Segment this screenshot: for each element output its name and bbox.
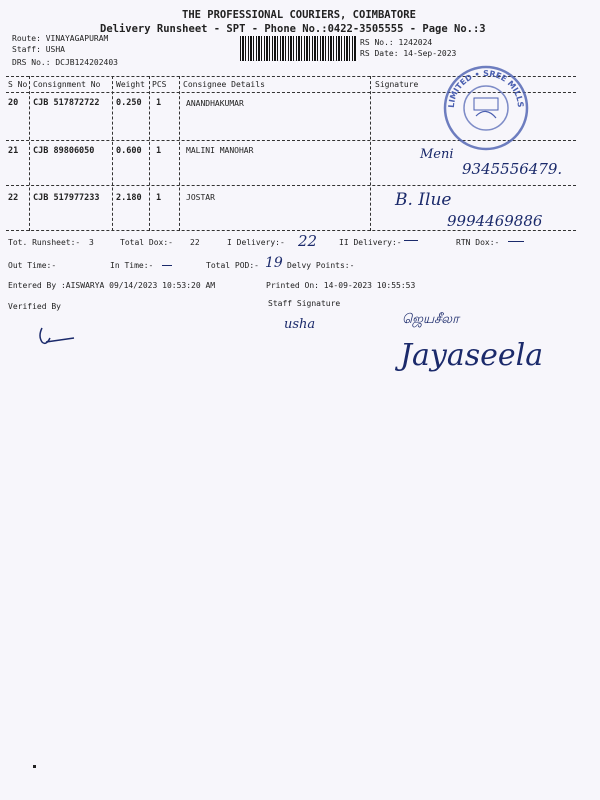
table-row-weight: 2.180 xyxy=(116,193,142,203)
col-consignee: Consignee Details xyxy=(183,80,265,89)
table-row-consignment: CJB 517872722 xyxy=(33,98,100,108)
table-row-weight: 0.600 xyxy=(116,146,142,156)
svg-text:LIMITED • SREE MILLS xyxy=(447,69,525,108)
total-dox-value: 22 xyxy=(190,238,200,247)
col-signature: Signature xyxy=(375,80,419,89)
delivery-points-label: Delvy Points:- xyxy=(287,261,355,270)
staff-signature-label: Staff Signature xyxy=(268,299,341,308)
table-row-pcs: 1 xyxy=(156,98,162,108)
col-consignment: Consignment No xyxy=(33,80,101,89)
col-weight: Weight xyxy=(116,80,145,89)
entered-by: Entered By :AISWARYA 09/14/2023 10:53:20 AM xyxy=(8,281,216,290)
rtn-dox-mark xyxy=(508,241,524,242)
in-time-label: In Time:- xyxy=(110,261,154,270)
ii-delivery-label: II Delivery:- xyxy=(339,238,402,247)
table-row-sno: 20 xyxy=(8,98,19,108)
verifier-signature xyxy=(34,322,84,352)
out-time-label: Out Time:- xyxy=(8,261,57,270)
table-row-sno: 22 xyxy=(8,193,19,203)
total-dox-label: Total Dox:- xyxy=(120,238,173,247)
in-time-mark xyxy=(162,265,172,266)
stamp-text: LIMITED • SREE MILLS xyxy=(446,68,526,109)
rtn-dox-label: RTN Dox:- xyxy=(456,238,500,247)
total-runsheet-value: 3 xyxy=(89,238,94,247)
company-stamp xyxy=(440,62,532,154)
receiver-signature: Jayaseela xyxy=(400,338,544,373)
table-row-consignee: ANANDHAKUMAR xyxy=(186,99,244,108)
rs-number: RS No.: 1242024 xyxy=(360,38,433,47)
total-pod-label: Total POD:- xyxy=(206,261,259,270)
company-title: THE PROFESSIONAL COURIERS, COIMBATORE xyxy=(182,9,416,21)
route: Route: VINAYAGAPURAM xyxy=(12,34,109,43)
table-row-pcs: 1 xyxy=(156,193,162,203)
i-delivery-value: 22 xyxy=(298,232,318,250)
table-row-consignment: CJB 89806050 xyxy=(33,146,95,156)
col-sno: S No xyxy=(8,80,28,89)
table-row-sno: 21 xyxy=(8,146,19,156)
total-runsheet-label: Tot. Runsheet:- xyxy=(8,238,81,247)
row-phone: 9345556479. xyxy=(462,160,563,178)
runsheet-title: Delivery Runsheet - SPT - Phone No.:0422-3505555 - Page No.:3 xyxy=(100,23,486,35)
staff: Staff: USHA xyxy=(12,45,65,54)
tamil-note: ஜெயசீலா xyxy=(402,312,459,327)
speck xyxy=(33,765,36,768)
staff-signature: usha xyxy=(284,317,316,332)
col-pcs: PCS xyxy=(152,80,167,89)
row-signature: Meni xyxy=(420,147,454,162)
table-row-pcs: 1 xyxy=(156,146,162,156)
verified-by-label: Verified By xyxy=(8,302,61,311)
drs-number: DRS No.: DCJB124202403 xyxy=(12,58,118,67)
rs-date: RS Date: 14-Sep-2023 xyxy=(360,49,457,58)
table-row-consignee: JOSTAR xyxy=(186,193,215,202)
ii-delivery-mark xyxy=(404,240,418,241)
barcode xyxy=(240,36,356,61)
row-phone: 9994469886 xyxy=(447,212,543,230)
row-signature: B. Ilue xyxy=(395,190,452,210)
table-row-consignment: CJB 517977233 xyxy=(33,193,100,203)
i-delivery-label: I Delivery:- xyxy=(227,238,285,247)
total-pod-value: 19 xyxy=(265,255,283,271)
printed-on: Printed On: 14-09-2023 10:55:53 xyxy=(266,281,416,290)
table-row-weight: 0.250 xyxy=(116,98,142,108)
table-row-consignee: MALINI MANOHAR xyxy=(186,146,254,155)
